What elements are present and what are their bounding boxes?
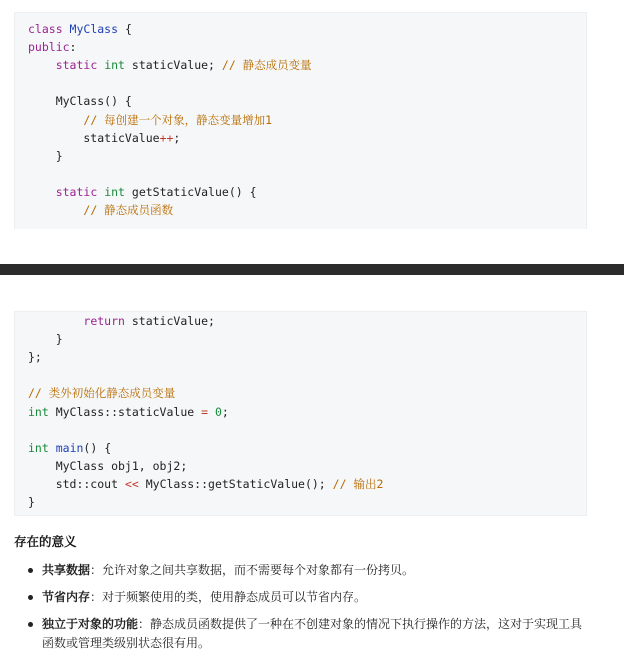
code-line [28, 56, 312, 74]
code-line [28, 20, 132, 38]
code-line [28, 384, 175, 402]
bullet-term: 独立于对象的功能 [42, 617, 139, 631]
code-line [28, 439, 111, 457]
code-token: MyClass [69, 22, 119, 36]
code-token: class [28, 22, 70, 36]
code-line [28, 111, 272, 129]
code-block-bottom [14, 311, 587, 516]
code-token: << [124, 476, 139, 491]
page-break-bar [0, 264, 624, 275]
code-token: // 每创建一个对象，静态变量增加1 [83, 112, 273, 127]
code-line [28, 129, 180, 147]
code-token [28, 113, 83, 127]
code-token [28, 58, 56, 72]
list-item [28, 588, 588, 607]
code-token: } [28, 332, 63, 347]
code-token: MyClass obj1, obj2; [28, 458, 188, 473]
code-token: 0 [214, 404, 222, 419]
bullet-desc: ：对于频繁使用的类，使用静态成员可以节省内存。 [90, 590, 367, 604]
code-token: static [55, 58, 98, 73]
code-line [28, 147, 63, 165]
bullet-dot [28, 622, 33, 627]
list-item [28, 561, 588, 580]
code-line [28, 312, 215, 330]
code-token: staticValue [28, 130, 160, 145]
code-token: return [83, 314, 125, 328]
code-line [28, 457, 187, 475]
code-token [28, 314, 83, 328]
code-token: = [201, 404, 209, 419]
code-line [28, 475, 383, 493]
code-token: static [55, 184, 98, 199]
code-token: ; [173, 130, 181, 145]
code-line [28, 201, 173, 219]
bullet-term: 节省内存 [42, 590, 91, 604]
code-token [28, 185, 56, 199]
code-line [28, 330, 63, 348]
bullet-dot [28, 568, 33, 573]
code-token: } [28, 148, 63, 163]
code-line [28, 493, 35, 511]
bullet-dot [28, 595, 33, 600]
bullet-desc: ：允许对象之间共享数据，而不需要每个对象都有一份拷贝。 [90, 563, 415, 577]
code-token: MyClass() { [28, 94, 132, 109]
code-token: // 静态成员变量 [221, 58, 312, 73]
code-token [49, 441, 56, 455]
code-token: { [118, 22, 132, 36]
code-token: // 输出2 [332, 476, 384, 491]
code-token: }; [28, 350, 42, 365]
code-line [28, 183, 257, 201]
code-token [28, 203, 83, 217]
code-token: () { [83, 440, 112, 455]
list-item [28, 615, 588, 653]
bullet-desc: ：静态成员函数提供了一种在不创建对象的情况下执行操作的方法，这对于实现工具函数或管理类级别状态很有用。 [42, 617, 583, 650]
code-token: staticValue; [124, 314, 215, 328]
code-token: public [28, 40, 70, 55]
code-token: int [28, 440, 49, 455]
code-token: staticValue; [124, 58, 222, 73]
section-title: 存在的意义 [14, 534, 77, 549]
code-token: ++ [159, 130, 174, 145]
code-line [28, 348, 42, 366]
code-token: int [104, 58, 125, 73]
code-line [28, 92, 132, 110]
bullet-term: 共享数据 [42, 563, 91, 577]
code-block-top [14, 12, 587, 229]
code-token: std::cout [28, 476, 125, 491]
code-token: ; [221, 404, 229, 419]
code-token [208, 405, 215, 419]
code-line [28, 38, 76, 56]
code-line [28, 403, 229, 421]
code-token: int [104, 184, 125, 199]
code-token: // 类外初始化静态成员变量 [28, 386, 176, 401]
code-token: main [55, 440, 84, 455]
code-token: int [28, 404, 49, 419]
code-token: // 静态成员函数 [83, 203, 174, 217]
code-token: getStaticValue() { [124, 184, 257, 199]
code-token: : [69, 40, 77, 55]
code-token: MyClass::staticValue [48, 404, 202, 419]
code-token: MyClass::getStaticValue(); [138, 476, 333, 491]
code-token: } [28, 495, 35, 509]
